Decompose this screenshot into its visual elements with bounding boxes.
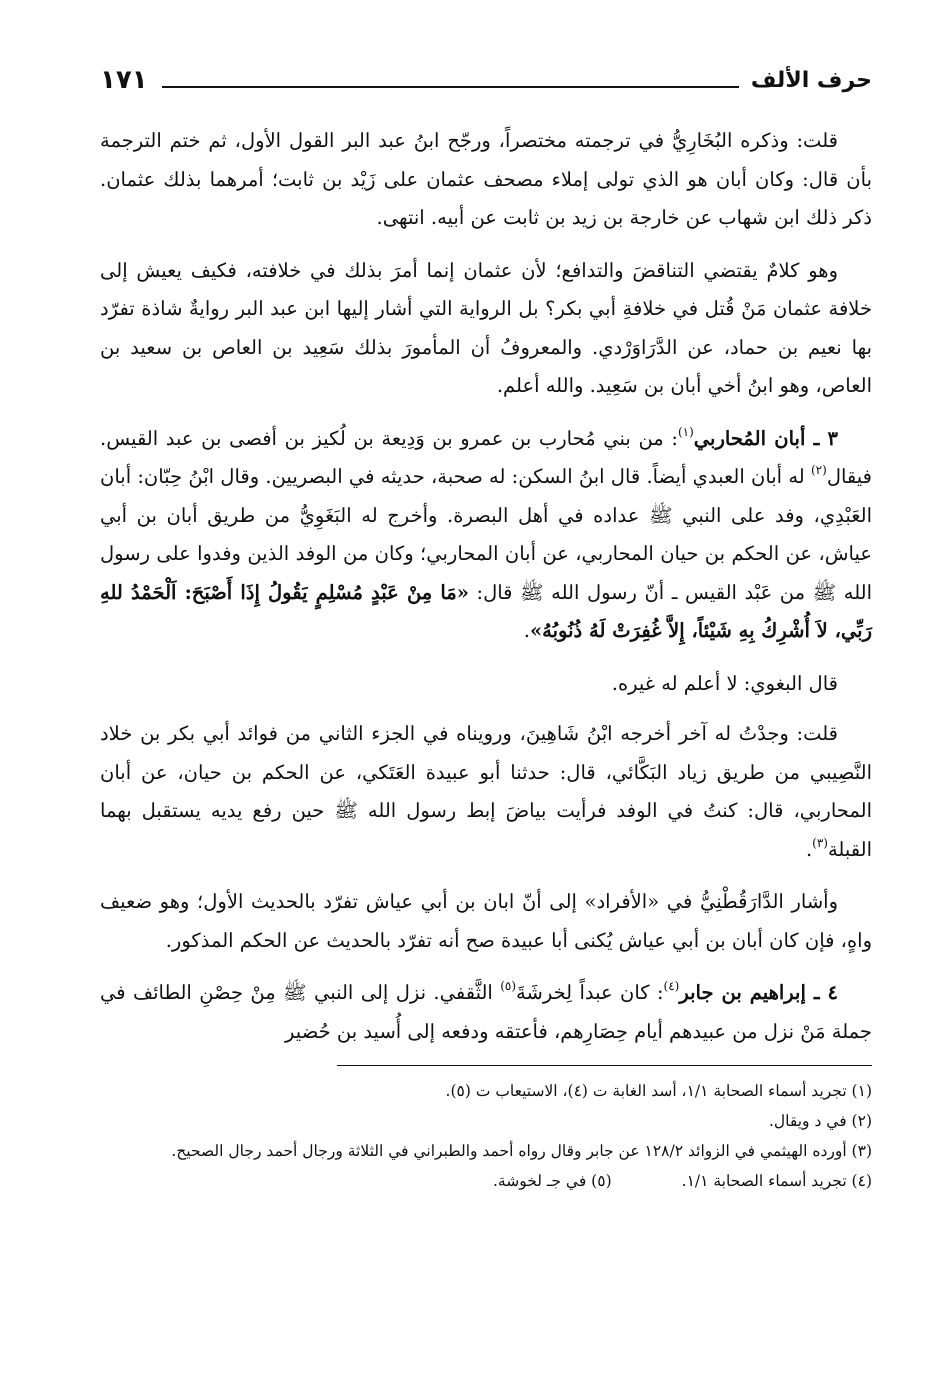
footnote-marker: (٥)	[500, 979, 517, 993]
chapter-title: حرف الألف	[750, 67, 872, 93]
paragraph-text: قال البغوي: لا أعلم له غيره.	[611, 671, 838, 695]
footnotes	[100, 1076, 872, 1196]
paragraph-1	[100, 122, 872, 238]
entry-aban-almuharibi	[100, 420, 872, 651]
paragraph-text: وأشار الدَّارَقُطْنِيُّ في «الأفراد» إلى أنّ ابان بن أبي عياش تفرّد بالحديث الأول؛ وهو ضعيف واهٍ، فإن كان أبان بن أبي عياش يُكنى أبا عبيدة صح أنه تفرّد بالحديث عن الحكم المذكور.	[100, 890, 872, 952]
paragraph-6	[100, 883, 872, 960]
footnote-row	[100, 1166, 872, 1196]
paragraph-text: الثَّقفي. نزل إلى النبي ﷺ مِنْ حِصْنِ الطائف في جملة مَنْ نزل من عبيدهم أيام حِصَارِهم، فأعتقه ودفعه إلى أُسيد بن حُضير	[100, 981, 872, 1043]
main-text	[100, 122, 872, 1051]
footnote-marker: (٤)	[663, 979, 680, 993]
entry-ibrahim-bin-jabir	[100, 974, 872, 1051]
paragraph-text: .	[805, 837, 813, 861]
footnote-marker: (٣)	[812, 835, 828, 850]
footnote-1: (١) تجريد أسماء الصحابة ١/١، أسد الغابة ت (٤)، الاستيعاب ت (٥).	[445, 1082, 872, 1100]
paragraph-text: : كان عبداً لِخرشَةَ	[516, 981, 664, 1004]
footnote-separator	[337, 1065, 872, 1066]
paragraph-text: .	[523, 619, 530, 642]
header-rule	[162, 86, 739, 88]
paragraph-text: وهو كلامٌ يقتضي التناقضَ والتدافع؛ لأن عثمان إنما أمرَ بذلك في خلافته، فكيف يعيش إلى خلافة عثمان مَنْ قُتل في خلافةِ أبي بكر؟ بل الرواية التي أشار إليها ابن عبد البر روايةٌ شاذة تفرّد بها نعيم بن حماد، عن الدَّرَاوَرْدي. والمعروفُ أن المأمورَ بذلك سَعِيد بن العاص بن سعيد بن العاص، وهو ابنُ أخي أبان بن سَعِيد. والله أعلم.	[100, 258, 872, 397]
book-page	[100, 58, 872, 1358]
paragraph-2	[100, 252, 872, 406]
footnote-4: (٤) تجريد أسماء الصحابة ١/١.	[681, 1172, 872, 1190]
footnote-5: (٥) في جـ لخوشة.	[492, 1172, 612, 1190]
footnote-3: (٣) أورده الهيثمي في الزوائد ١٢٨/٢ عن جابر وقال رواه أحمد والطبراني في الثلاثة ورجال أحمد رجال الصحيح.	[171, 1142, 872, 1160]
paragraph-5	[100, 715, 872, 869]
entry-heading: ٣ ـ أبان المُحاربي	[693, 426, 838, 450]
paragraph-text: له أبان العبدي أيضاً. قال ابنُ السكن: له صحبة، حديثه في البصريين. وقال ابْنُ حِبّان: أبان العَبْدِي، وفد على النبي ﷺ عداده في أهل البصرة. وأخرج له البَغَوِيُّ من طريق أبان بن أبي عياش، عن الحكم بن حيان المحاربي، عن أبان المحاربي؛ وكان من الوفد الذين وفدوا على رسول الله ﷺ من عَبْد القيس ـ أنّ رسول الله ﷺ قال:	[100, 465, 873, 604]
entry-heading: ٤ ـ إبراهيم بن جابر	[679, 981, 838, 1004]
paragraph-4	[100, 665, 872, 704]
running-header	[100, 58, 872, 102]
footnote-marker: (١)	[677, 424, 694, 439]
footnote-marker: (٢)	[810, 463, 827, 477]
paragraph-text: قلت: وذكره البُخَارِيُّ في ترجمته مختصراً، ورجّح ابنُ عبد البر القول الأول، ثم ختم الترجمة بأن قال: وكان أبان هو الذي تولى إملاء مصحف عثمان على زَيْد بن ثابت؛ أمرهما بذلك عثمان. ذكر ذلك ابن شهاب عن خارجة بن زيد بن ثابت عن أبيه. انتهى.	[100, 129, 872, 229]
paragraph-text: قلت: وجدْتُ له آخر أخرجه ابْنُ شَاهِينَ، ورويناه في الجزء الثاني من فوائد أبي بكر بن خلاد النَّصِيبي من طريق زياد البَكَّائي، قال: حدثنا أبو عبيدة العَتَكي، عن الحكم بن حيان، عن أبان المحاربي، قال: كنتُ في الوفد فرأيت بياضَ إبط رسول الله ﷺ حين رفع يديه يستقبل بهما القبلة	[100, 722, 872, 861]
hadith-quote: «مَا مِنْ عَبْدٍ مُسْلِمٍ يَقُولُ إِذَا أَصْبَحَ: اَلْحَمْدُ للهِ رَبِّي، لاَ أُشْرِكُ بِهِ شَيْئاً، إِلاَّ غُفِرَتْ لَهُ ذُنُوبُهُ»	[100, 580, 872, 642]
page-number: ١٧١	[100, 65, 148, 95]
paragraph-text: : من بني مُحارب بن عمرو بن وَدِيعة بن لُكيز بن أفصى بن عبد القيس. فيقال	[100, 426, 872, 488]
footnote-2: (٢) في د ويقال.	[768, 1112, 872, 1130]
